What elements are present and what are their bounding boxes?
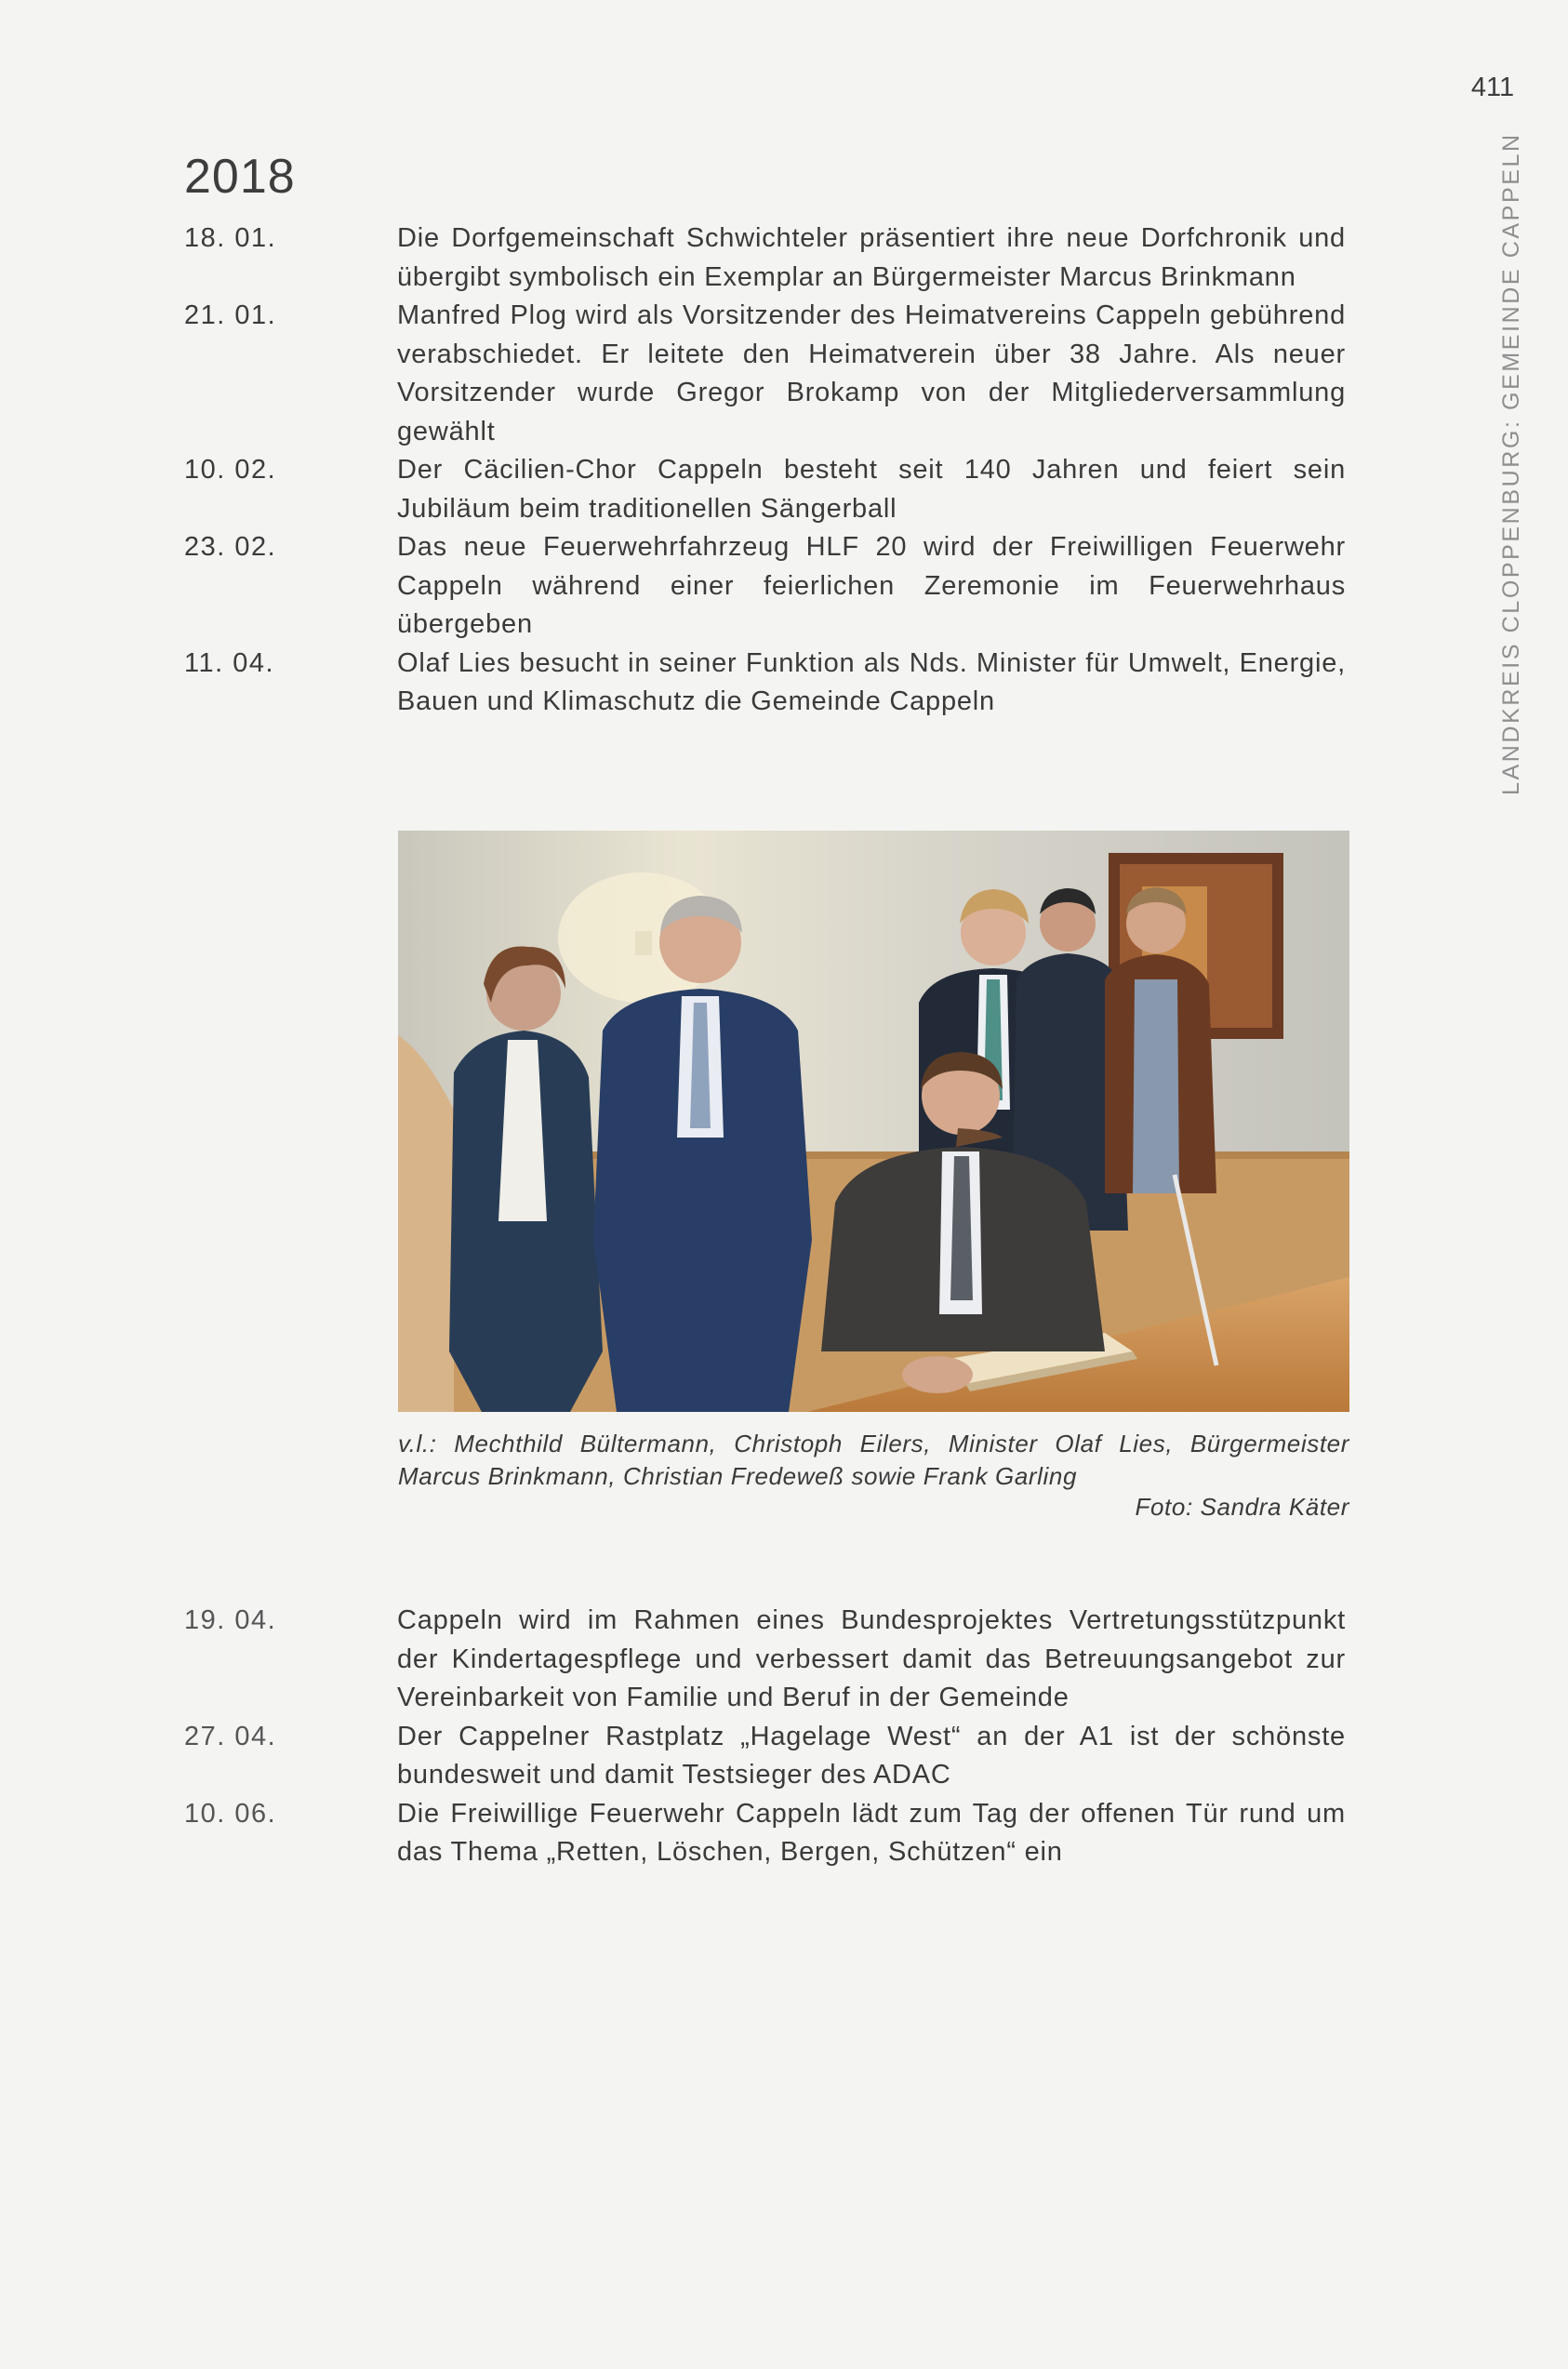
entry-date: 11. 04.: [184, 647, 275, 678]
chronicle-entry: [184, 1718, 1349, 1795]
chronicle-entry: [184, 1602, 1349, 1718]
entry-date: 27. 04.: [184, 1721, 277, 1751]
group-photo: [398, 831, 1349, 1412]
entry-text: Die Freiwillige Feuerwehr Cappeln lädt zum Tag der offenen Tür rund um das Thema „Retten, Löschen, Bergen, Schützen“ ein: [397, 1798, 1346, 1867]
entry-text: Der Cäcilien-Chor Cappeln besteht seit 140 Jahren und feiert sein Jubiläum beim traditionellen Sängerball: [397, 455, 1346, 524]
entry-date: 19. 04.: [184, 1605, 277, 1635]
chronicle-entry: [184, 1795, 1349, 1872]
chronicle-entry: [184, 451, 1349, 528]
running-header: LANDKREIS CLOPPENBURG: GEMEINDE CAPPELN: [1498, 132, 1524, 795]
entry-text: Die Dorfgemeinschaft Schwichteler präsentiert ihre neue Dorfchronik und übergibt symbolisch ein Exemplar an Bürgermeister Marcus Brinkmann: [397, 223, 1346, 292]
chronicle-entry: [184, 220, 1349, 297]
photo-credit: Foto: Sandra Käter: [1135, 1493, 1349, 1521]
photo-caption: v.l.: Mechthild Bültermann, Christoph Eilers, Minister Olaf Lies, Bürgermeister Marcus Brinkmann, Christian Fredeweß sowie Frank Garling: [398, 1430, 1349, 1490]
page-number: 411: [1470, 73, 1515, 102]
entry-text: Olaf Lies besucht in seiner Funktion als Nds. Minister für Umwelt, Energie, Bauen und Klimaschutz die Gemeinde Cappeln: [397, 647, 1346, 716]
entry-text: Der Cappelner Rastplatz „Hagelage West“ an der A1 ist der schönste bundesweit und damit Testsieger des ADAC: [397, 1721, 1346, 1790]
entry-date: 21. 01.: [184, 300, 277, 330]
entry-text: Cappeln wird im Rahmen eines Bundesprojektes Vertretungsstützpunkt der Kindertagespflege und verbessert damit das Betreuungsangebot zur Vereinbarkeit von Familie und Beruf in der Gemeinde: [397, 1605, 1346, 1712]
entry-text: Manfred Plog wird als Vorsitzender des Heimatvereins Cappeln gebührend verabschiedet. Er leitete den Heimatverein über 38 Jahre. Als neuer Vorsitzender wurde Gregor Brokamp von der Mitgliederversammlung gewählt: [397, 300, 1346, 446]
group-photo-illustration: [398, 831, 1349, 1412]
chronicle-entry: [184, 297, 1349, 451]
chronicle-entry: [184, 528, 1349, 645]
entry-date: 10. 02.: [184, 455, 277, 485]
entry-date: 18. 01.: [184, 223, 277, 253]
chronicle-list-after-photo: [184, 1602, 1349, 1872]
entry-text: Das neue Feuerwehrfahrzeug HLF 20 wird der Freiwilligen Feuerwehr Cappeln während einer feierlichen Zeremonie im Feuerwehrhaus übergeben: [397, 532, 1346, 639]
entry-date: 23. 02.: [184, 532, 277, 562]
section-year-heading: 2018: [184, 150, 296, 204]
chronicle-list-before-photo: [184, 220, 1349, 722]
entry-date: 10. 06.: [184, 1798, 277, 1829]
chronicle-entry: [184, 645, 1349, 722]
